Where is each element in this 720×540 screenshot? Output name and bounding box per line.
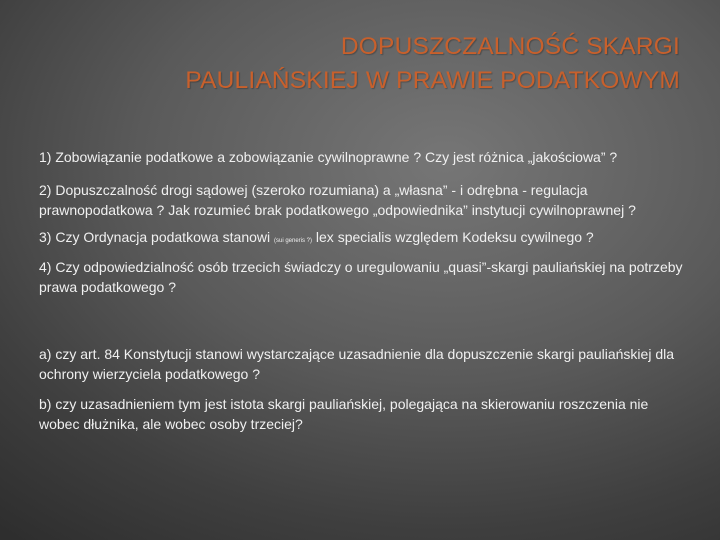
question-4: 4) Czy odpowiedzialność osób trzecich świadczy o uregulowaniu „quasi”-skargi pauliańskiej na potrzeby prawa podatkowego ? bbox=[39, 259, 683, 295]
sub-question-a: a) czy art. 84 Konstytucji stanowi wystarczające uzasadnienie dla dopuszczenie skargi pauliańskiej dla ochrony wierzyciela podatkowego ? bbox=[39, 346, 674, 382]
question-1: 1) Zobowiązanie podatkowe a zobowiązanie cywilnoprawne ? Czy jest różnica „jakościowa” ? bbox=[39, 149, 618, 165]
title-line-1: DOPUSZCZALNOŚĆ SKARGI bbox=[340, 33, 680, 60]
sub-question-b: b) czy uzasadnieniem tym jest istota skargi pauliańskiej, polegająca na skierowaniu roszczenia nie wobec dłużnika, ale wobec osoby trzeciej? bbox=[39, 396, 649, 432]
question-2: 2) Dopuszczalność drogi sądowej (szeroko rozumiana) a „własna” - i odrębna - regulacja prawnopodatkowa ? Jak rozumieć brak podatkowego „odpowiednika” instytucji cywilnoprawnej ? bbox=[39, 182, 636, 218]
question-3-start: 3) Czy Ordynacja podatkowa stanowi bbox=[39, 229, 274, 245]
question-3-end: lex specialis względem Kodeksu cywilnego ? bbox=[312, 229, 594, 245]
question-3-aside: (sui generis ?) bbox=[274, 238, 313, 244]
title-line-2: PAULIAŃSKIEJ W PRAWIE PODATKOWYM bbox=[185, 67, 680, 94]
slide-title bbox=[30, 30, 680, 98]
question-3 bbox=[39, 227, 689, 247]
slide-body bbox=[39, 147, 689, 434]
